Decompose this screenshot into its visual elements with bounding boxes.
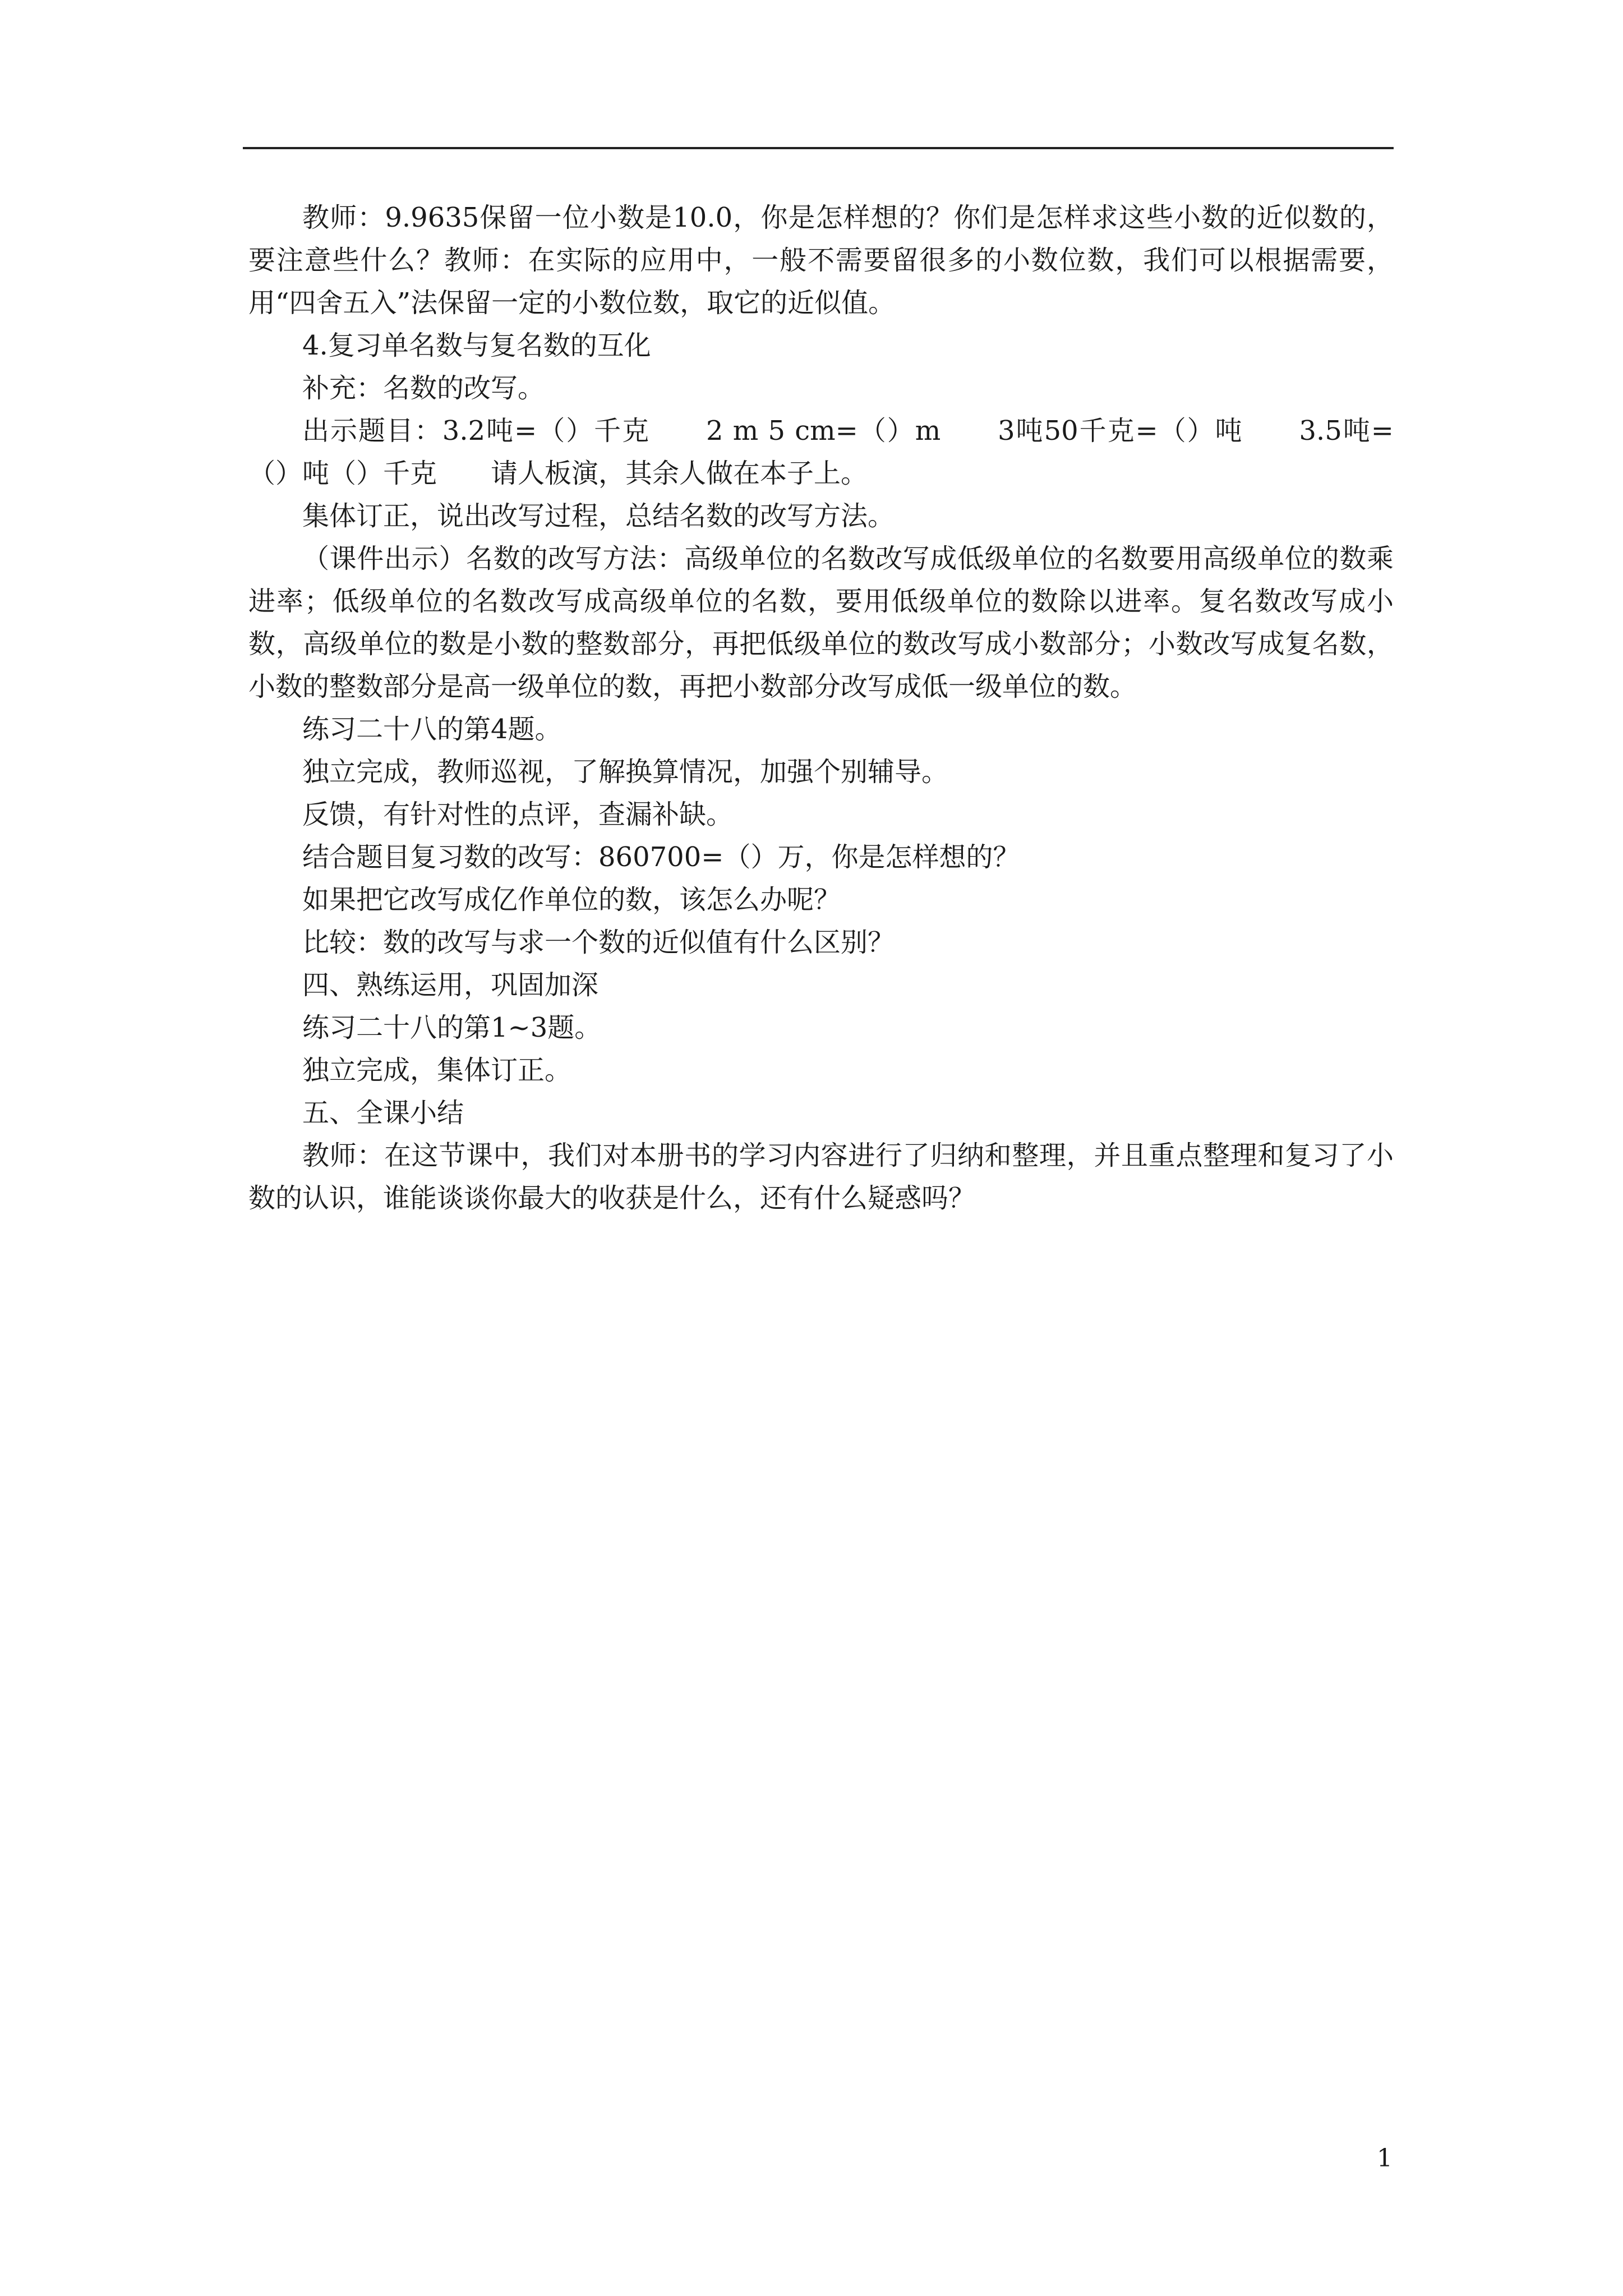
paragraph-section-heading-4: 4.复习单名数与复名数的互化 — [302, 330, 651, 361]
page-number: 1 — [1377, 2144, 1393, 2173]
paragraph-supplement: 补充：名数的改写。 — [302, 372, 545, 404]
paragraph-number-rewrite: 结合题目复习数的改写：860700=（）万，你是怎样想的？ — [302, 841, 1020, 873]
header-rule — [243, 147, 1394, 149]
paragraph-exercise-28-1-3: 练习二十八的第1~3题。 — [302, 1012, 602, 1043]
paragraph-comparison: 比较：数的改写与求一个数的近似值有什么区别？ — [302, 927, 895, 958]
paragraph-section-heading-practice: 四、熟练运用，巩固加深 — [302, 969, 599, 1001]
document-body — [248, 196, 1394, 1220]
paragraph-feedback: 反馈，有针对性的点评，查漏补缺。 — [302, 799, 734, 830]
paragraph-independent-work: 独立完成，教师巡视，了解换算情况，加强个别辅导。 — [302, 756, 949, 788]
paragraph-exercise-28-4: 练习二十八的第4题。 — [302, 714, 562, 745]
paragraph-section-heading-summary: 五、全课小结 — [302, 1097, 464, 1129]
paragraph-conversion-method: （课件出示）名数的改写方法：高级单位的名数改写成低级单位的名数要用高级单位的数乘进率；低级单位的名数改写成高级单位的名数，要用低级单位的数除以进率。复名数改写成小数，高级单位的数是小数的整数部分，再把低级单位的数改写成小数部分；小数改写成复名数，小数的整数部分是高一级单位的数，再把小数部分改写成低一级单位的数。 — [248, 543, 1394, 702]
paragraph-independent-correction: 独立完成，集体订正。 — [302, 1055, 572, 1086]
paragraph-collective-correction: 集体订正，说出改写过程，总结名数的改写方法。 — [302, 500, 895, 532]
paragraph-exercise-prompt: 出示题目：3.2吨=（）千克 2 m 5 cm=（）m 3吨50千克=（）吨 3.5吨=（）吨（）千克 请人板演，其余人做在本子上。 — [248, 415, 1394, 489]
paragraph-teacher-summary: 教师：在这节课中，我们对本册书的学习内容进行了归纳和整理，并且重点整理和复习了小数的认识，谁能谈谈你最大的收获是什么，还有什么疑惑吗？ — [248, 1140, 1394, 1214]
paragraph-yi-unit: 如果把它改写成亿作单位的数，该怎么办呢？ — [302, 884, 841, 915]
paragraph-teacher-question: 教师：9.9635保留一位小数是10.0，你是怎样想的？你们是怎样求这些小数的近似数的，要注意些什么？教师：在实际的应用中，一般不需要留很多的小数位数，我们可以根据需要，用“四舍五入”法保留一定的小数位数，取它的近似值。 — [248, 202, 1394, 319]
